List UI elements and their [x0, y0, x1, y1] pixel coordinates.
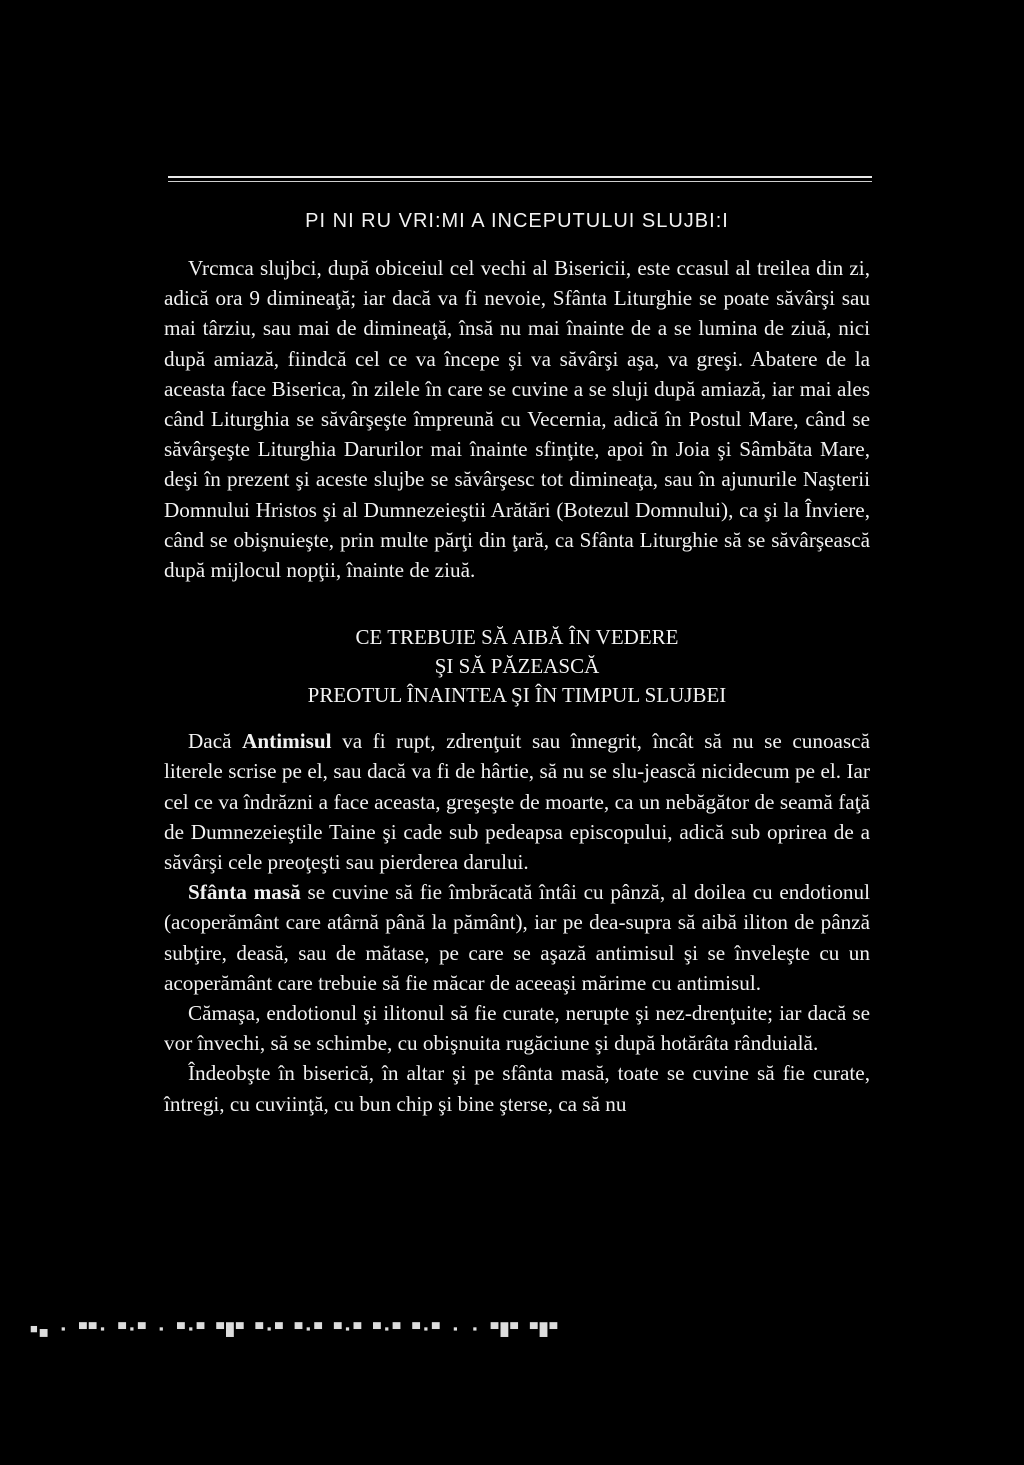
paragraph-vestments: Cămaşa, endotionul şi ilitonul să fie curate, nerupte şi nez-drenţuite; iar dacă se vor învechi, să se schimbe, cu obişnuita rugăciune şi după hotărâta rânduială.: [164, 1001, 870, 1056]
section-heading-start-time: PI NI RU VRI:MI A INCEPUTULUI SLUJBI:I: [305, 210, 729, 232]
para2-bold-antimisul: Antimisul: [242, 729, 332, 754]
para3-rest: se cuvine să fie îmbrăcată întâi cu pânză, al doilea cu endotionul (acoperământ care atârnă până la pământ), iar pe dea-supra să aibă iliton de pânză subţire, deasă, sau de mătase, pe care se aşază antimisul şi se înveleşte cu un acoperământ care trebuie să fie măcar de aceeaşi mărime cu antimisul.: [164, 880, 870, 995]
paragraph-holy-table: [164, 877, 870, 998]
heading-line-2: ŞI SĂ PĂZEASCĂ: [434, 654, 600, 679]
paragraph-service-time: Vrcmca slujbci, după obiceiul cel vechi al Bisericii, este ccasul al treilea din zi, adică ora 9 dimineaţă; iar dacă va fi nevoie, Sfânta Liturghie se poate săvârşi sau mai târziu, sau mai de dimineaţă, însă nu mai înainte de a se lumina de ziuă, nici după amiază, fiindcă cel ce va începe şi va săvârşi aşa, va greşi. Abatere de la aceasta face Biserica, în zilele în care se cuvine a se sluji după amiază, iar mai ales când Liturghia se săvârşeşte împreună cu Vecernia, adică în Postul Mare, când se săvârşeşte Liturghia Darurilor mai înainte sfinţite, apoi în Joia şi Sâmbăta Mare, deşi în prezent şi aceste slujbe se săvârşesc tot dimineaţa, sau în ajunurile Naşterii Domnului Hristos şi al Dumnezeieştii Arătări (Botezul Domnului), ca şi la Înviere, când se obişnuieşte, prin multe părţi din ţară, ca Sfânta Liturghie să se săvârşească după mijlocul nopţii, înainte de ziuă.: [164, 256, 870, 583]
top-rule: [168, 176, 872, 178]
para3-bold-sfanta-masa: Sfânta masă: [188, 880, 301, 905]
section-heading-priest-duties: [164, 623, 870, 710]
page-body: [164, 196, 870, 1119]
paragraph-antimis: [164, 726, 870, 877]
paragraph-cleanliness: Îndeobşte în biserică, în altar şi pe sfânta masă, toate se cuvine să fie curate, întregi, cu cuviinţă, cu bun chip şi bine şterse, ca să nu: [164, 1061, 870, 1116]
para2-pre: Dacă: [188, 729, 243, 754]
footer-scan-noise: ■▄ ▪ ▀▀▪ ▀▪▀ ▪ ▀▪▀ ▀█▀ ▀▪▀ ▀▪▀ ▀▪▀ ▀▪▀ ▀▪▀ ▪ ▪ ▀█▀ ▀█▀: [30, 1322, 560, 1337]
para2-rest: va fi rupt, zdrenţuit sau înnegrit, încât să nu se cunoască literele scrise pe el, sau dacă va fi de hârtie, să nu se slu-jească nicidecum pe el. Iar cel ce va îndrăzni a face aceasta, greşeşte de moarte, ca un nebăgător de seamă faţă de Dumnezeieştile Taine şi cade sub pedeapsa episcopului, adică sub oprirea de a săvârşi cele preoţeşti sau pierderea darului.: [164, 729, 870, 875]
heading-line-1: CE TREBUIE SĂ AIBĂ ÎN VEDERE: [355, 625, 679, 650]
top-rule-thin: [168, 181, 872, 182]
heading-line-3: PREOTUL ÎNAINTEA ŞI ÎN TIMPUL SLUJBEI: [307, 683, 727, 708]
